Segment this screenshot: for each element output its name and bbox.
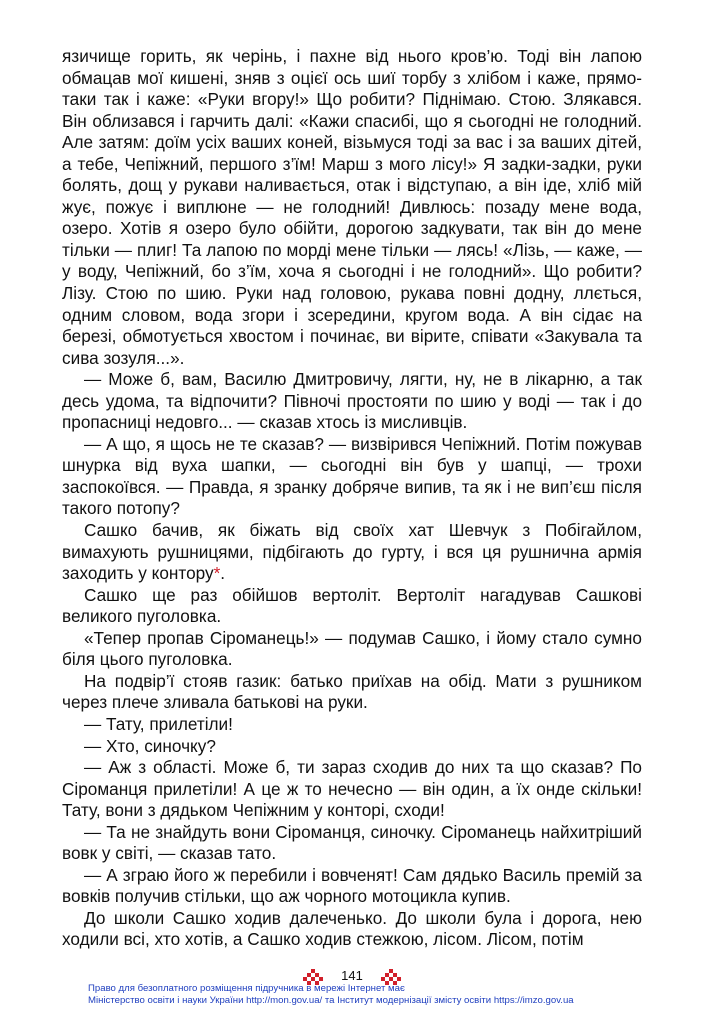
paragraph-11: — Та не знайдуть вони Сіроманця, синочку. Сіроманець найхитріший вовк у світі, — сказав тато. [62, 821, 642, 864]
page-number: 141 [339, 966, 365, 986]
license-notice-line-2[interactable]: Міністерство освіти і науки України http://mon.gov.ua/ та Інститут модернізації змісту освіти https://imzo.gov.ua [88, 995, 574, 1006]
paragraph-5: Сашко ще раз обійшов вертоліт. Вертоліт нагадував Сашкові великого пуголовка. [62, 584, 642, 627]
paragraph-6: «Тепер пропав Сіроманець!» — подумав Сашко, і йому стало сумно біля цього пуголовка. [62, 627, 642, 670]
license-notice-line-1: Право для безоплатного розміщення підручника в мережі Інтернет має [88, 983, 405, 994]
paragraph-2: — Може б, вам, Василю Дмитровичу, лягти, ну, не в лікарню, а так десь удома, та відпочити? Півночі простояти по шию у воді — так і до пропасниці недовго... — сказав хтось із мисливців. [62, 369, 642, 433]
paragraph-9: — Хто, синочку? [84, 735, 216, 756]
footnote-mark[interactable]: * [213, 563, 221, 584]
book-page-text [62, 46, 642, 951]
paragraph-13: До школи Сашко ходив далеченько. До школи була і дорога, нею ходили всі, хто хотів, а Сашко ходив стежкою, лісом. Лісом, потім [62, 907, 642, 950]
paragraph-7: На подвір’ї стояв газик: батько приїхав на обід. Мати з рушником через плече зливала батькові на руки. [62, 670, 642, 713]
paragraph-10: — Аж з області. Може б, ти зараз сходив до них та що сказав? По Сіроманця прилетіли! А це ж то нечесно — він один, а їх онде скільки! Тату, вони з дядьком Чепіжним у конторі, сходи! [62, 757, 642, 821]
paragraph-12: — А зграю його ж перебили і вовченят! Сам дядько Василь премій за вовків получив стільки, що аж чорного мотоцикла купив. [62, 864, 642, 907]
page-footer [0, 966, 704, 1024]
paragraph-3: — А що, я щось не те сказав? — визвірився Чепіжний. Потім пожував шнурка від вуха шапки, — сьогодні він був у шапці, — трохи заспокоївся. — Правда, я зранку добряче випив, та як і не вип’єш після такого потопу? [62, 433, 642, 519]
paragraph-4: Сашко бачив, як біжать від своїх хат Шевчук з Побігайлом, вимахують рушницями, підбігають до гурту, і вся ця рушнична армія заходить у контору*. [62, 520, 642, 584]
paragraph-8: — Тату, прилетіли! [84, 713, 233, 734]
paragraph-4-text: Сашко бачив, як біжать від своїх хат Шевчук з Побігайлом, вимахують рушницями, підбігають до гурту, і вся ця рушнична армія заходить у контору [62, 520, 642, 584]
paragraph-1: язичище горить, як черінь, і пахне від нього кров’ю. Тоді він лапою обмацав мої кишені, зняв з оцієї ось шиї торбу з хлібом і каже, прямо-таки так і каже: «Руки вгору!» Що робити? Піднімаю. Стою. Злякався. Він облизався і гарчить далі: «Кажи спасибі, що я сьогодні не голодний. Але затям: доїм усіх ваших коней, візьмуся тоді за вас і за ваших дітей, а тебе, Чепіжний, першого з’їм! Марш з мого лісу!» Я задки-задки, руки болять, дощ у рукави наливається, отак і відступаю, а він іде, хліб мій жує, пожує і виплюне — не голодний! Дивлюсь: позаду мене вода, озеро. Хотів я озеро було обійти, дорогою задкувати, так він до мене тільки — плиг! Та лапою по морді мене тільки — лясь! «Лізь, — каже, — у воду, Чепіжний, бо з’їм, хоча я сьогодні і не голодний». Що робити? Лізу. Стою по шию. Руки над головою, рукава повні додну, ллється, одним словом, вода згори і зсередини, кругом вода. А він сідає на березі, обмотується хвостом і починає, ви вірите, співати «Закувала та сива зозуля...». [62, 46, 642, 368]
